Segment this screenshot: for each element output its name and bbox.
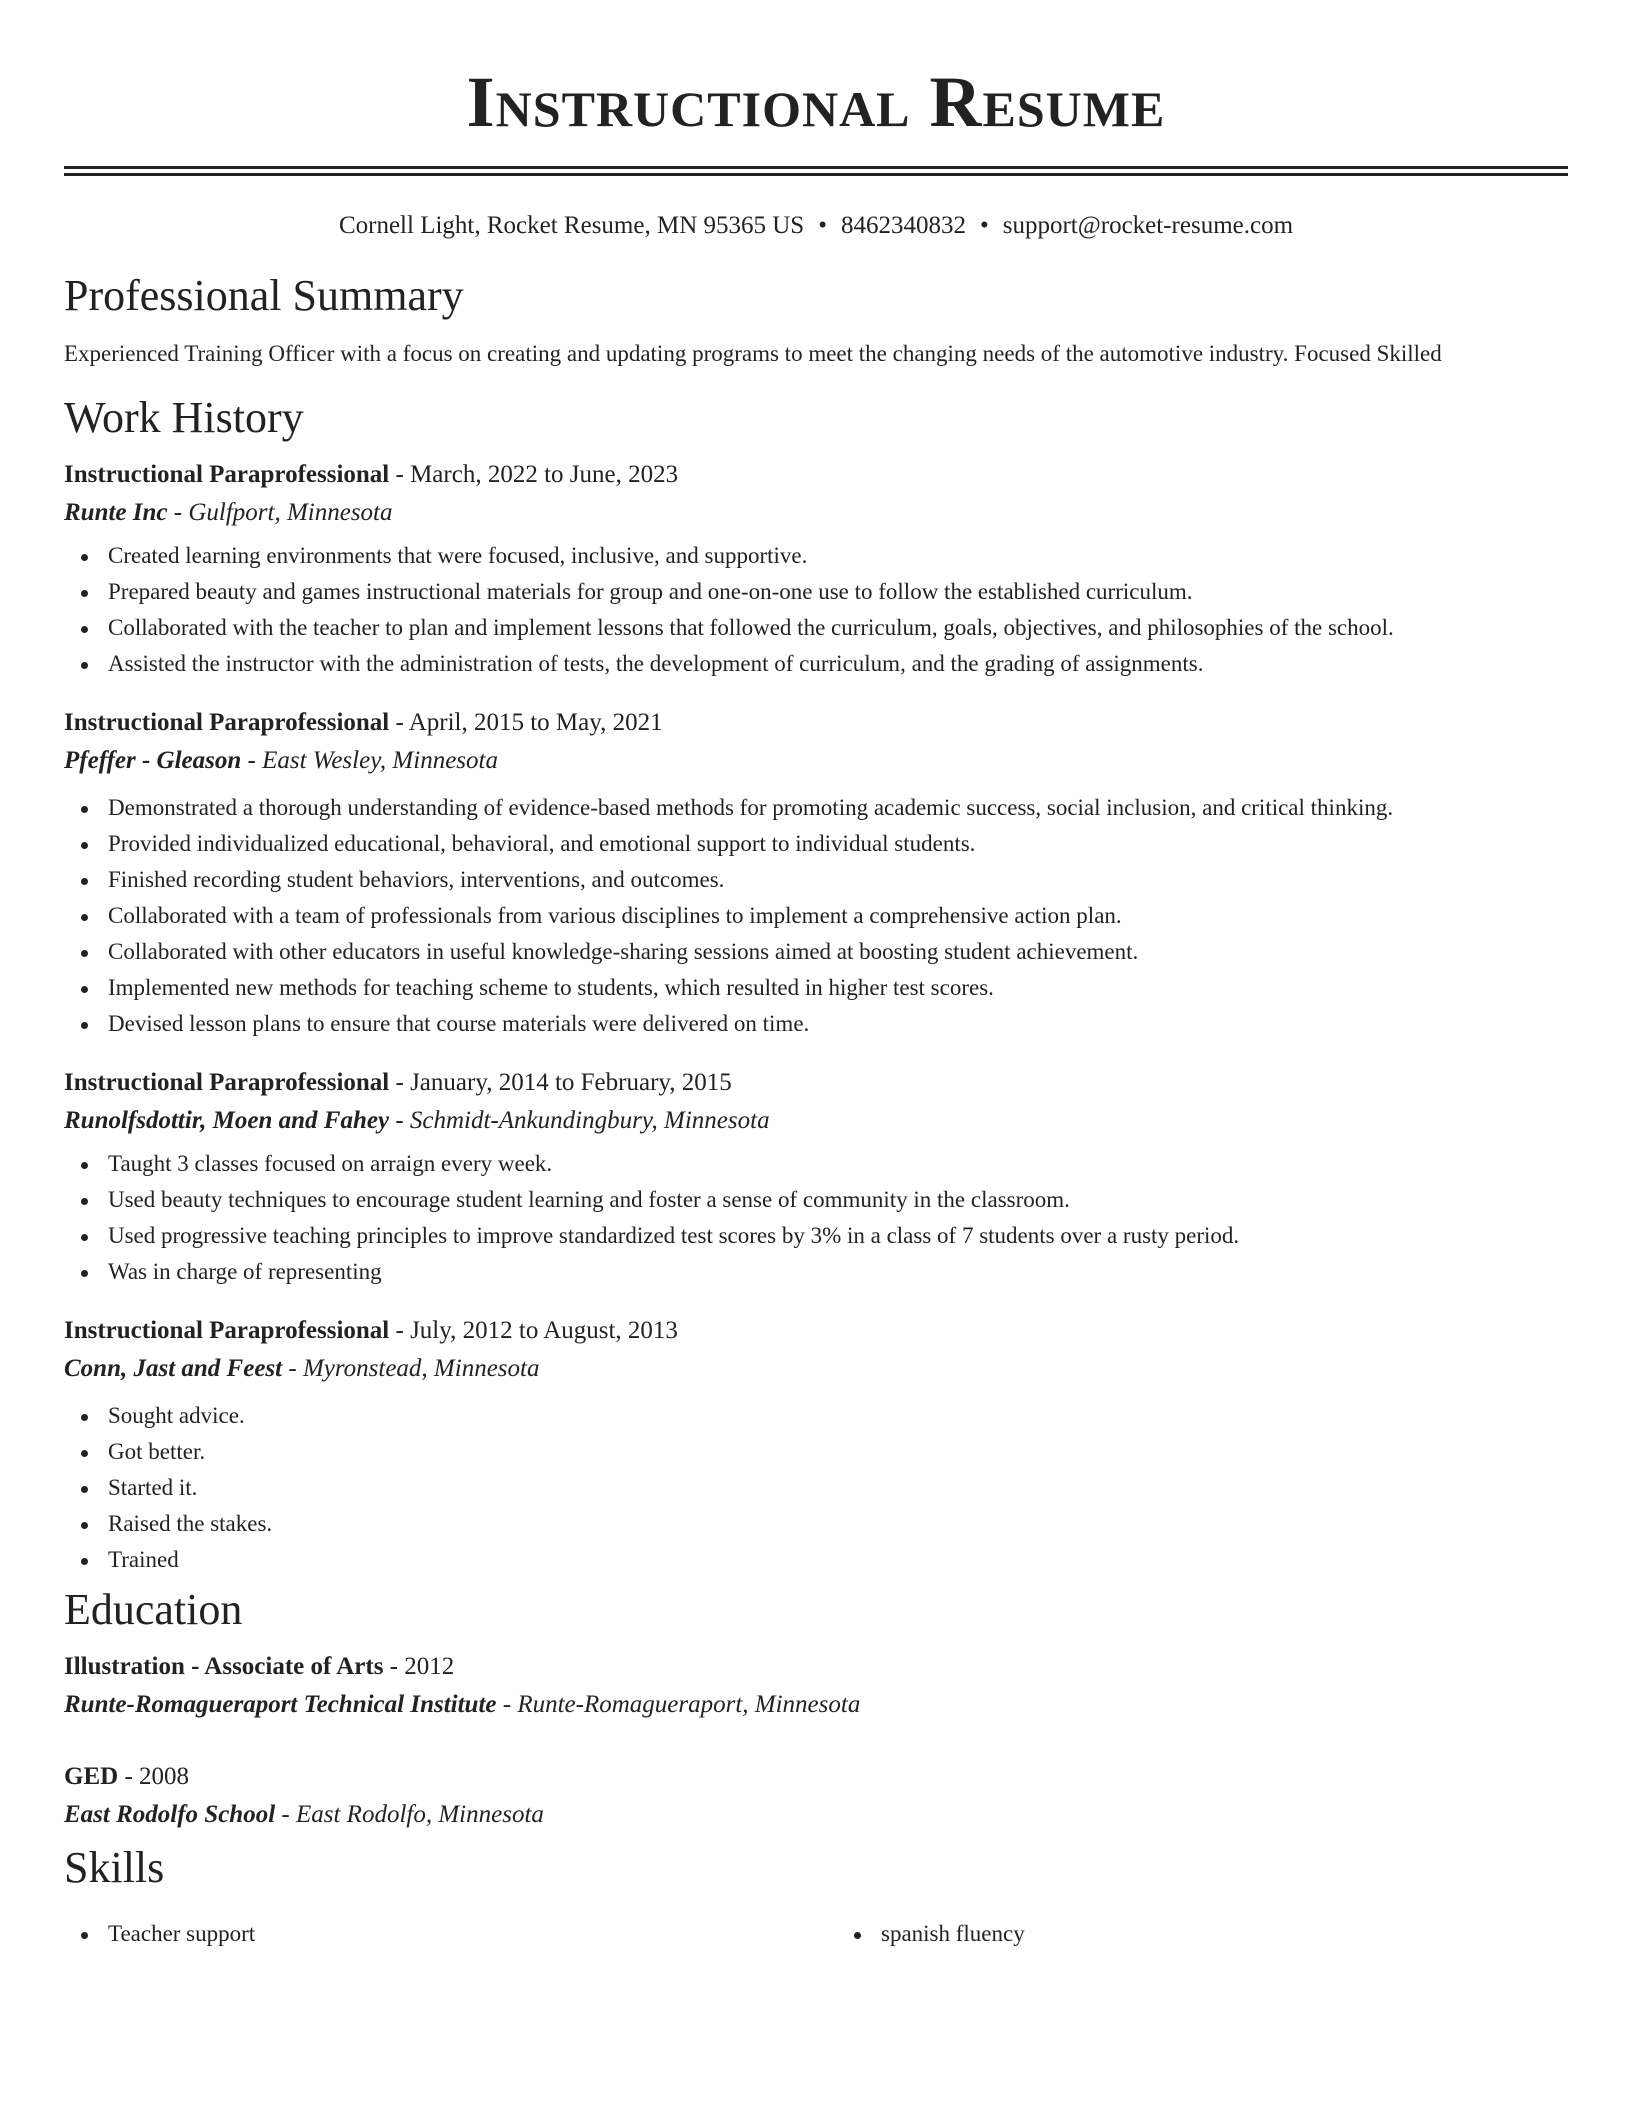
company-line: Runolfsdottir, Moen and Fahey - Schmidt-Ankundingbury, Minnesota: [64, 1107, 770, 1134]
list-item: Demonstrated a thorough understanding of evidence-based methods for promoting academic success, social inclusion, and critical thinking.: [108, 793, 1568, 823]
job-dates: April, 2015 to May, 2021: [408, 709, 663, 736]
list-item: Created learning environments that were focused, inclusive, and supportive.: [108, 541, 1568, 571]
list-item: Prepared beauty and games instructional materials for group and one-on-one use to follow the established curriculum.: [108, 577, 1568, 607]
title-double-rule: [64, 166, 1568, 176]
company-line: Pfeffer - Gleason - East Wesley, Minnesota: [64, 747, 498, 774]
degree-name: Illustration - Associate of Arts: [64, 1653, 384, 1680]
school-line: Runte-Romagueraport Technical Institute - Runte-Romagueraport, Minnesota: [64, 1691, 861, 1718]
list-item: Collaborated with a team of professionals from various disciplines to implement a comprehensive action plan.: [108, 901, 1568, 931]
company-location: Schmidt-Ankundingbury, Minnesota: [409, 1107, 770, 1134]
job-bullets: [64, 1149, 1568, 1287]
list-item: Collaborated with the teacher to plan and implement lessons that followed the curriculum, goals, objectives, and philosophies of the school.: [108, 613, 1568, 643]
degree-year: 2012: [404, 1653, 455, 1680]
degree-name: GED: [64, 1763, 119, 1790]
company-location: Gulfport, Minnesota: [188, 499, 393, 526]
list-item: Used beauty techniques to encourage student learning and foster a sense of community in the classroom.: [108, 1185, 1568, 1215]
list-item: Taught 3 classes focused on arraign every week.: [108, 1149, 1568, 1179]
company-location: East Wesley, Minnesota: [262, 747, 498, 774]
degree-year: 2008: [139, 1763, 190, 1790]
job-title-line: Instructional Paraprofessional - July, 2012 to August, 2013: [64, 1317, 678, 1344]
school-name: Runte-Romagueraport Technical Institute: [64, 1691, 497, 1718]
list-item: Sought advice.: [108, 1401, 1568, 1431]
company-name: Runte Inc: [64, 499, 168, 526]
list-item: Finished recording student behaviors, interventions, and outcomes.: [108, 865, 1568, 895]
job-entry: [64, 459, 1568, 679]
job-bullets: [64, 541, 1568, 679]
contact-separator: •: [818, 212, 827, 239]
company-name: Conn, Jast and Feest: [64, 1355, 283, 1382]
list-item: Started it.: [108, 1473, 1568, 1503]
job-title-line: Instructional Paraprofessional - March, 2022 to June, 2023: [64, 461, 679, 488]
job-title: Instructional Paraprofessional: [64, 1317, 390, 1344]
list-item: Provided individualized educational, behavioral, and emotional support to individual students.: [108, 829, 1568, 859]
education-entry: [64, 1761, 1568, 1831]
job-bullets: [64, 1401, 1568, 1575]
list-item: Trained: [108, 1545, 1568, 1575]
work-history-heading: Work History: [64, 393, 304, 442]
skills-column-1: [64, 1919, 795, 1955]
resume-page: [64, 0, 1568, 1955]
resume-title: Instructional Resume: [466, 62, 1166, 142]
list-item: Devised lesson plans to ensure that course materials were delivered on time.: [108, 1009, 1568, 1039]
school-line: East Rodolfo School - East Rodolfo, Minnesota: [64, 1801, 544, 1828]
education-entry: [64, 1651, 1568, 1721]
school-location: East Rodolfo, Minnesota: [295, 1801, 544, 1828]
skill-item: spanish fluency: [881, 1919, 1568, 1949]
list-item: Collaborated with other educators in useful knowledge-sharing sessions aimed at boosting student achievement.: [108, 937, 1568, 967]
job-bullets: [64, 793, 1568, 1039]
job-title: Instructional Paraprofessional: [64, 461, 390, 488]
skills-heading: Skills: [64, 1843, 165, 1892]
contact-address: Cornell Light, Rocket Resume, MN 95365 US: [338, 212, 805, 239]
degree-line: Illustration - Associate of Arts - 2012: [64, 1653, 455, 1680]
job-title-line: Instructional Paraprofessional - April, 2015 to May, 2021: [64, 709, 663, 736]
job-title: Instructional Paraprofessional: [64, 709, 390, 736]
school-location: Runte-Romagueraport, Minnesota: [517, 1691, 861, 1718]
list-item: Raised the stakes.: [108, 1509, 1568, 1539]
school-name: East Rodolfo School: [64, 1801, 276, 1828]
list-item: Got better.: [108, 1437, 1568, 1467]
list-item: Implemented new methods for teaching scheme to students, which resulted in higher test scores.: [108, 973, 1568, 1003]
contact-email: support@rocket-resume.com: [1002, 212, 1294, 239]
degree-line: GED - 2008: [64, 1763, 190, 1790]
job-entry: [64, 1067, 1568, 1287]
job-entry: [64, 707, 1568, 1039]
contact-phone: 8462340832: [840, 212, 966, 239]
job-title-line: Instructional Paraprofessional - January, 2014 to February, 2015: [64, 1069, 732, 1096]
job-entry: [64, 1315, 1568, 1575]
company-name: Runolfsdottir, Moen and Fahey: [64, 1107, 390, 1134]
contact-line: [64, 210, 1568, 242]
skills-grid: [64, 1895, 1568, 1955]
skill-item: Teacher support: [108, 1919, 795, 1949]
list-item: Was in charge of representing: [108, 1257, 1568, 1287]
summary-text: Experienced Training Officer with a focus on creating and updating programs to meet the changing needs of the automotive industry. Focused Skilled: [64, 341, 1442, 366]
list-item: Assisted the instructor with the administration of tests, the development of curriculum, and the grading of assignments.: [108, 649, 1568, 679]
company-location: Myronstead, Minnesota: [302, 1355, 540, 1382]
summary-heading: Professional Summary: [64, 271, 464, 320]
job-dates: January, 2014 to February, 2015: [410, 1069, 732, 1096]
job-dates: July, 2012 to August, 2013: [410, 1317, 678, 1344]
company-line: Conn, Jast and Feest - Myronstead, Minnesota: [64, 1355, 540, 1382]
education-heading: Education: [64, 1585, 243, 1634]
contact-separator: •: [979, 212, 989, 239]
skills-column-2: [795, 1919, 1568, 1955]
company-line: Runte Inc - Gulfport, Minnesota: [64, 499, 393, 526]
job-dates: March, 2022 to June, 2023: [410, 461, 679, 488]
company-name: Pfeffer - Gleason: [64, 747, 242, 774]
job-title: Instructional Paraprofessional: [64, 1069, 390, 1096]
list-item: Used progressive teaching principles to improve standardized test scores by 3% in a class of 7 students over a rusty period.: [108, 1221, 1568, 1251]
